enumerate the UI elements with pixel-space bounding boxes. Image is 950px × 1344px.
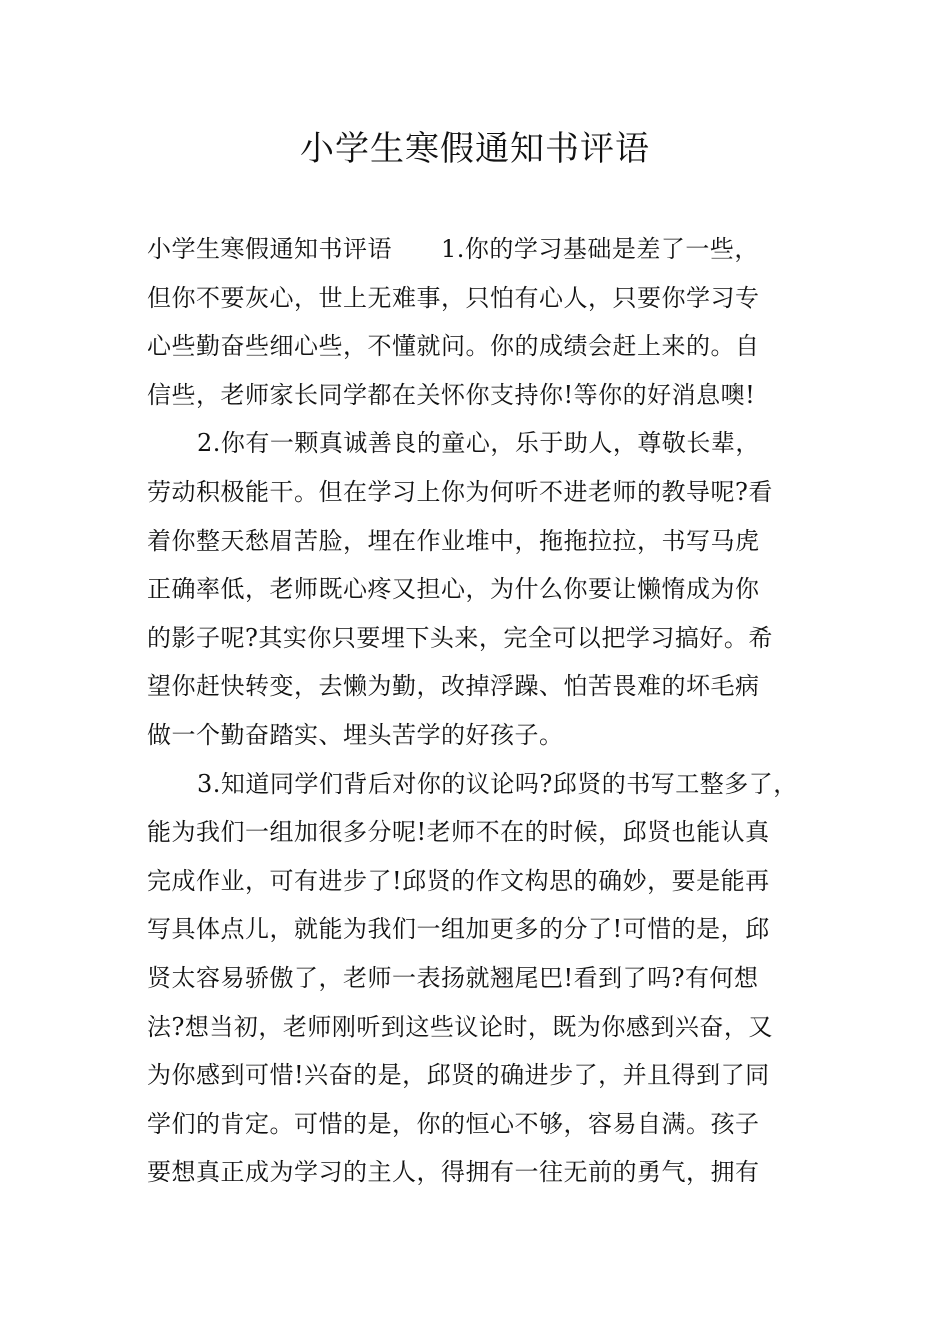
document-body <box>147 225 812 1197</box>
text-line: 学们的肯定。可惜的是，你的恒心不够，容易自满。孩子 <box>147 1109 760 1138</box>
text-line: 贤太容易骄傲了，老师一表扬就翘尾巴!看到了吗?有何想 <box>147 963 759 992</box>
text-line: 3.知道同学们背后对你的议论吗?邱贤的书写工整多了， <box>197 769 798 798</box>
text-line: 但你不要灰心，世上无难事，只怕有心人，只要你学习专 <box>147 283 760 312</box>
text-line: 为你感到可惜!兴奋的是，邱贤的确进步了，并且得到了同 <box>147 1061 770 1090</box>
text-line: 法?想当初，老师刚听到这些议论时，既为你感到兴奋，又 <box>147 1012 773 1041</box>
document-title: 小学生寒假通知书评语 <box>300 129 650 169</box>
text-line: 的影子呢?其实你只要埋下头来，完全可以把学习搞好。希 <box>147 623 773 652</box>
text-line: 正确率低，老师既心疼又担心，为什么你要让懒惰成为你 <box>147 575 760 604</box>
text-line: 完成作业，可有进步了!邱贤的作文构思的确妙，要是能再 <box>147 866 770 895</box>
text-line: 小学生寒假通知书评语 1.你的学习基础是差了一些， <box>147 235 759 263</box>
text-line: 望你赶快转变，去懒为勤，改掉浮躁、怕苦畏难的坏毛病 <box>147 672 760 701</box>
text-line: 做一个勤奋踏实、埋头苦学的好孩子。 <box>147 720 564 749</box>
text-line: 信些，老师家长同学都在关怀你支持你!等你的好消息噢! <box>147 380 756 409</box>
text-line: 心些勤奋些细心些，不懂就问。你的成绩会赶上来的。自 <box>147 332 760 361</box>
text-line: 劳动积极能干。但在学习上你为何听不进老师的教导呢?看 <box>147 477 773 506</box>
text-line: 2.你有一颗真诚善良的童心，乐于助人，尊敬长辈， <box>197 429 760 458</box>
text-line: 要想真正成为学习的主人，得拥有一往无前的勇气，拥有 <box>147 1158 760 1187</box>
text-line: 能为我们一组加很多分呢!老师不在的时候，邱贤也能认真 <box>147 818 770 847</box>
text-line: 写具体点儿，就能为我们一组加更多的分了!可惜的是，邱 <box>147 915 770 944</box>
text-line: 着你整天愁眉苦脸，埋在作业堆中，拖拖拉拉，书写马虎 <box>147 526 760 555</box>
